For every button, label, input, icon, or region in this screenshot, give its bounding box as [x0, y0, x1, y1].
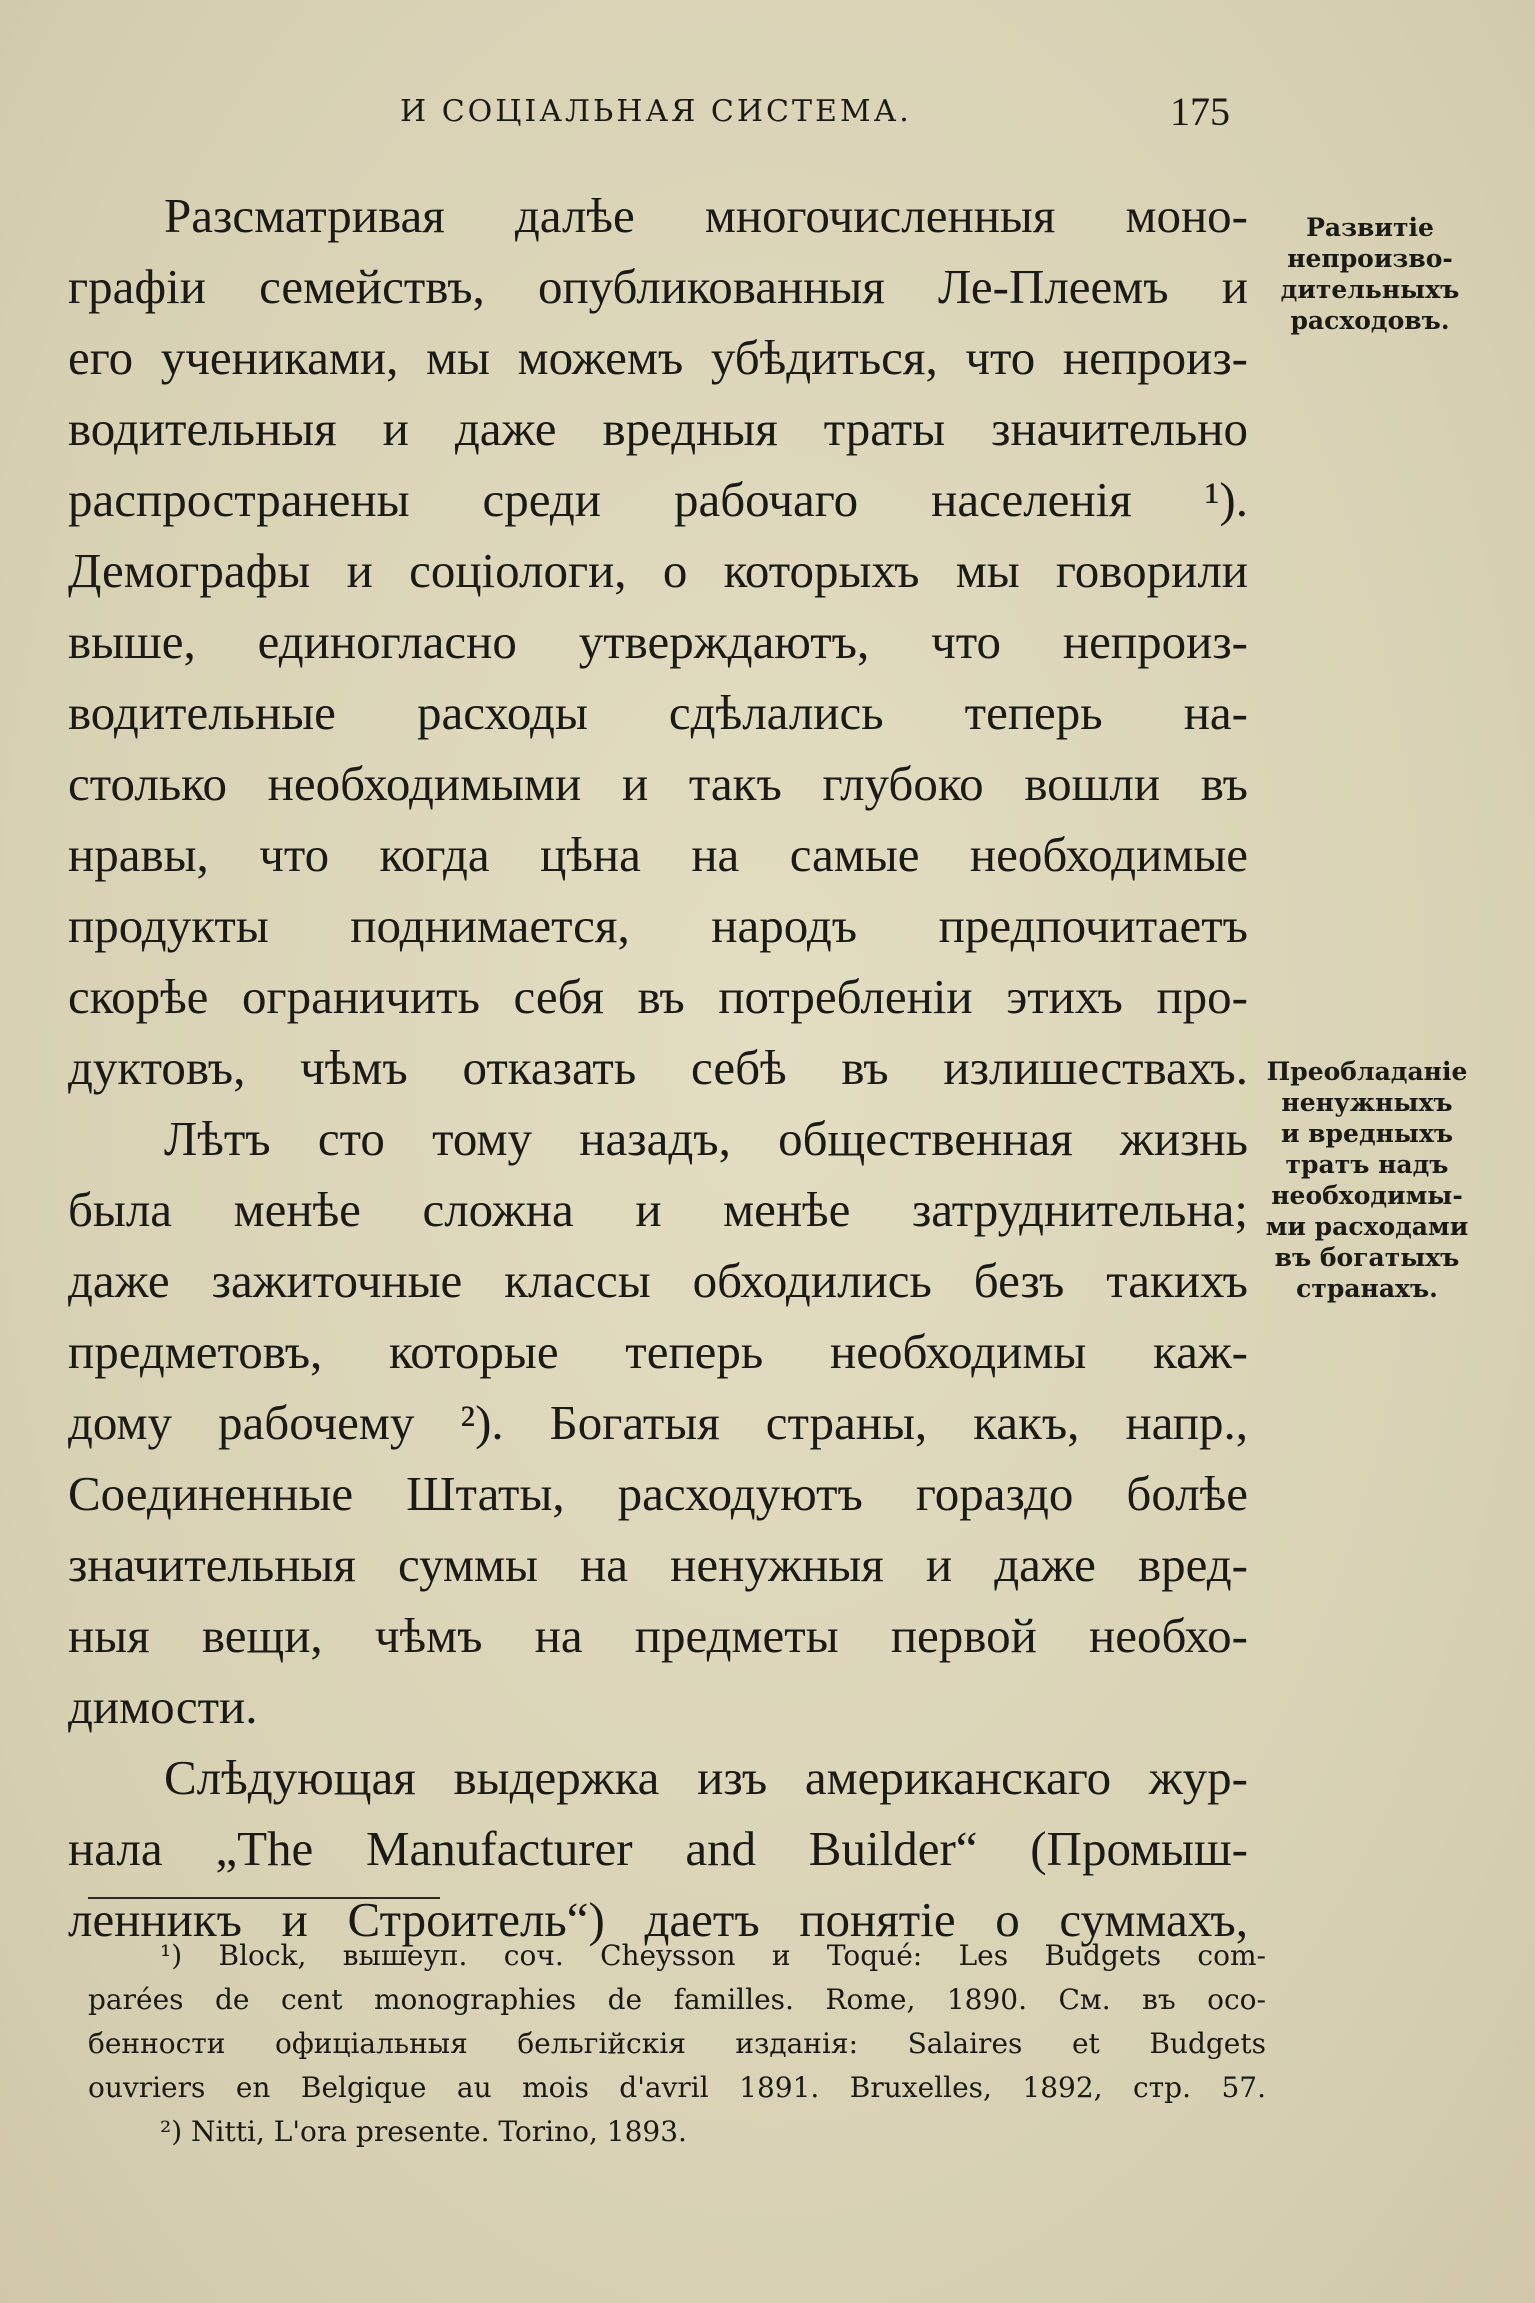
footnote-line: ¹) Block, вышеуп. соч. Cheysson и Toqué: Les Budgets com- [160, 1939, 1266, 1972]
margin-note [1252, 1056, 1482, 1304]
text-line: значительныя суммы на ненужныя и даже вред- [68, 1537, 1248, 1592]
text-line: выше, единогласно утверждаютъ, что непроиз- [68, 614, 1248, 669]
text-line: дому рабочему ²). Богатыя страны, какъ, напр., [68, 1395, 1248, 1450]
text-line: Разсматривая далѣе многочисленныя моно- [164, 188, 1248, 243]
footnote-line: бенности офиціальныя бельгійскія изданія: Salaires et Budgets [88, 2027, 1266, 2060]
text-line: Слѣдующая выдержка изъ американскаго жур- [164, 1750, 1248, 1805]
text-line: его учениками, мы можемъ убѣдиться, что непроиз- [68, 330, 1248, 385]
margin-note-line: Развитіе [1306, 213, 1434, 242]
margin-note-line: странахъ. [1296, 1274, 1438, 1303]
text-line: продукты поднимается, народъ предпочитаетъ [68, 898, 1248, 953]
footnote-line: ouvriers en Belgique au mois d'avril 1891. Bruxelles, 1892, стр. 57. [88, 2071, 1266, 2104]
page-number: 175 [1170, 89, 1230, 134]
text-line: водительные расходы сдѣлались теперь на- [68, 685, 1248, 740]
margin-note-line: ми расходами [1265, 1212, 1469, 1241]
text-line: дуктовъ, чѣмъ отказать себѣ въ излишествахъ. [68, 1040, 1248, 1095]
footnotes [88, 1934, 1266, 2154]
text-line: даже зажиточные классы обходились безъ такихъ [68, 1253, 1248, 1308]
margin-note-line: тратъ надъ [1285, 1150, 1449, 1179]
margin-note-line: дительныхъ [1280, 275, 1460, 304]
margin-note-line: непроизво- [1287, 244, 1453, 273]
text-line: ныя вещи, чѣмъ на предметы первой необхо- [68, 1608, 1248, 1663]
footnote-separator [88, 1897, 440, 1899]
margin-note-line: ненужныхъ [1281, 1088, 1453, 1117]
margin-note [1255, 212, 1485, 336]
text-line: была менѣе сложна и менѣе затруднительна; [68, 1182, 1248, 1237]
text-line: Демографы и соціологи, о которыхъ мы говорили [68, 543, 1248, 598]
text-line: предметовъ, которые теперь необходимы каж- [68, 1324, 1248, 1379]
margin-note-line: и вредныхъ [1280, 1119, 1454, 1148]
text-line: водительныя и даже вредныя траты значительно [68, 401, 1248, 456]
text-line: графіи семействъ, опубликованныя Ле-Плеемъ и [68, 259, 1248, 314]
text-line: ленникъ и Строитель“) даетъ понятіе о суммахъ, [68, 1892, 1248, 1947]
footnote-line: parées de cent monographies de familles. Rome, 1890. См. въ осо- [88, 1983, 1266, 2016]
text-line: Соединенные Штаты, расходуютъ гораздо болѣе [68, 1466, 1248, 1521]
running-title: И СОЦІАЛЬНАЯ СИСТЕМА. [400, 94, 912, 129]
margin-note-line: въ богатыхъ [1274, 1243, 1460, 1272]
margin-note-line: Преобладаніе [1266, 1057, 1468, 1086]
text-line: столько необходимыми и такъ глубоко вошли въ [68, 756, 1248, 811]
text-line: димости. [68, 1679, 258, 1734]
text-line: нравы, что когда цѣна на самые необходимые [68, 827, 1248, 882]
main-text [68, 180, 1248, 1955]
margin-note-line: расходовъ. [1290, 306, 1450, 335]
margin-note-line: необходимы- [1271, 1181, 1463, 1210]
text-line: скорѣе ограничить себя въ потребленіи этихъ про- [68, 969, 1248, 1024]
text-line: Лѣтъ сто тому назадъ, общественная жизнь [164, 1111, 1248, 1166]
footnote-line: ²) Nitti, L'ora presente. Torino, 1893. [160, 2115, 687, 2148]
text-line: нала „The Manufacturer and Builder“ (Промыш- [68, 1821, 1248, 1876]
text-line: распространены среди рабочаго населенія ¹). [68, 472, 1248, 527]
page-header [70, 88, 1230, 144]
